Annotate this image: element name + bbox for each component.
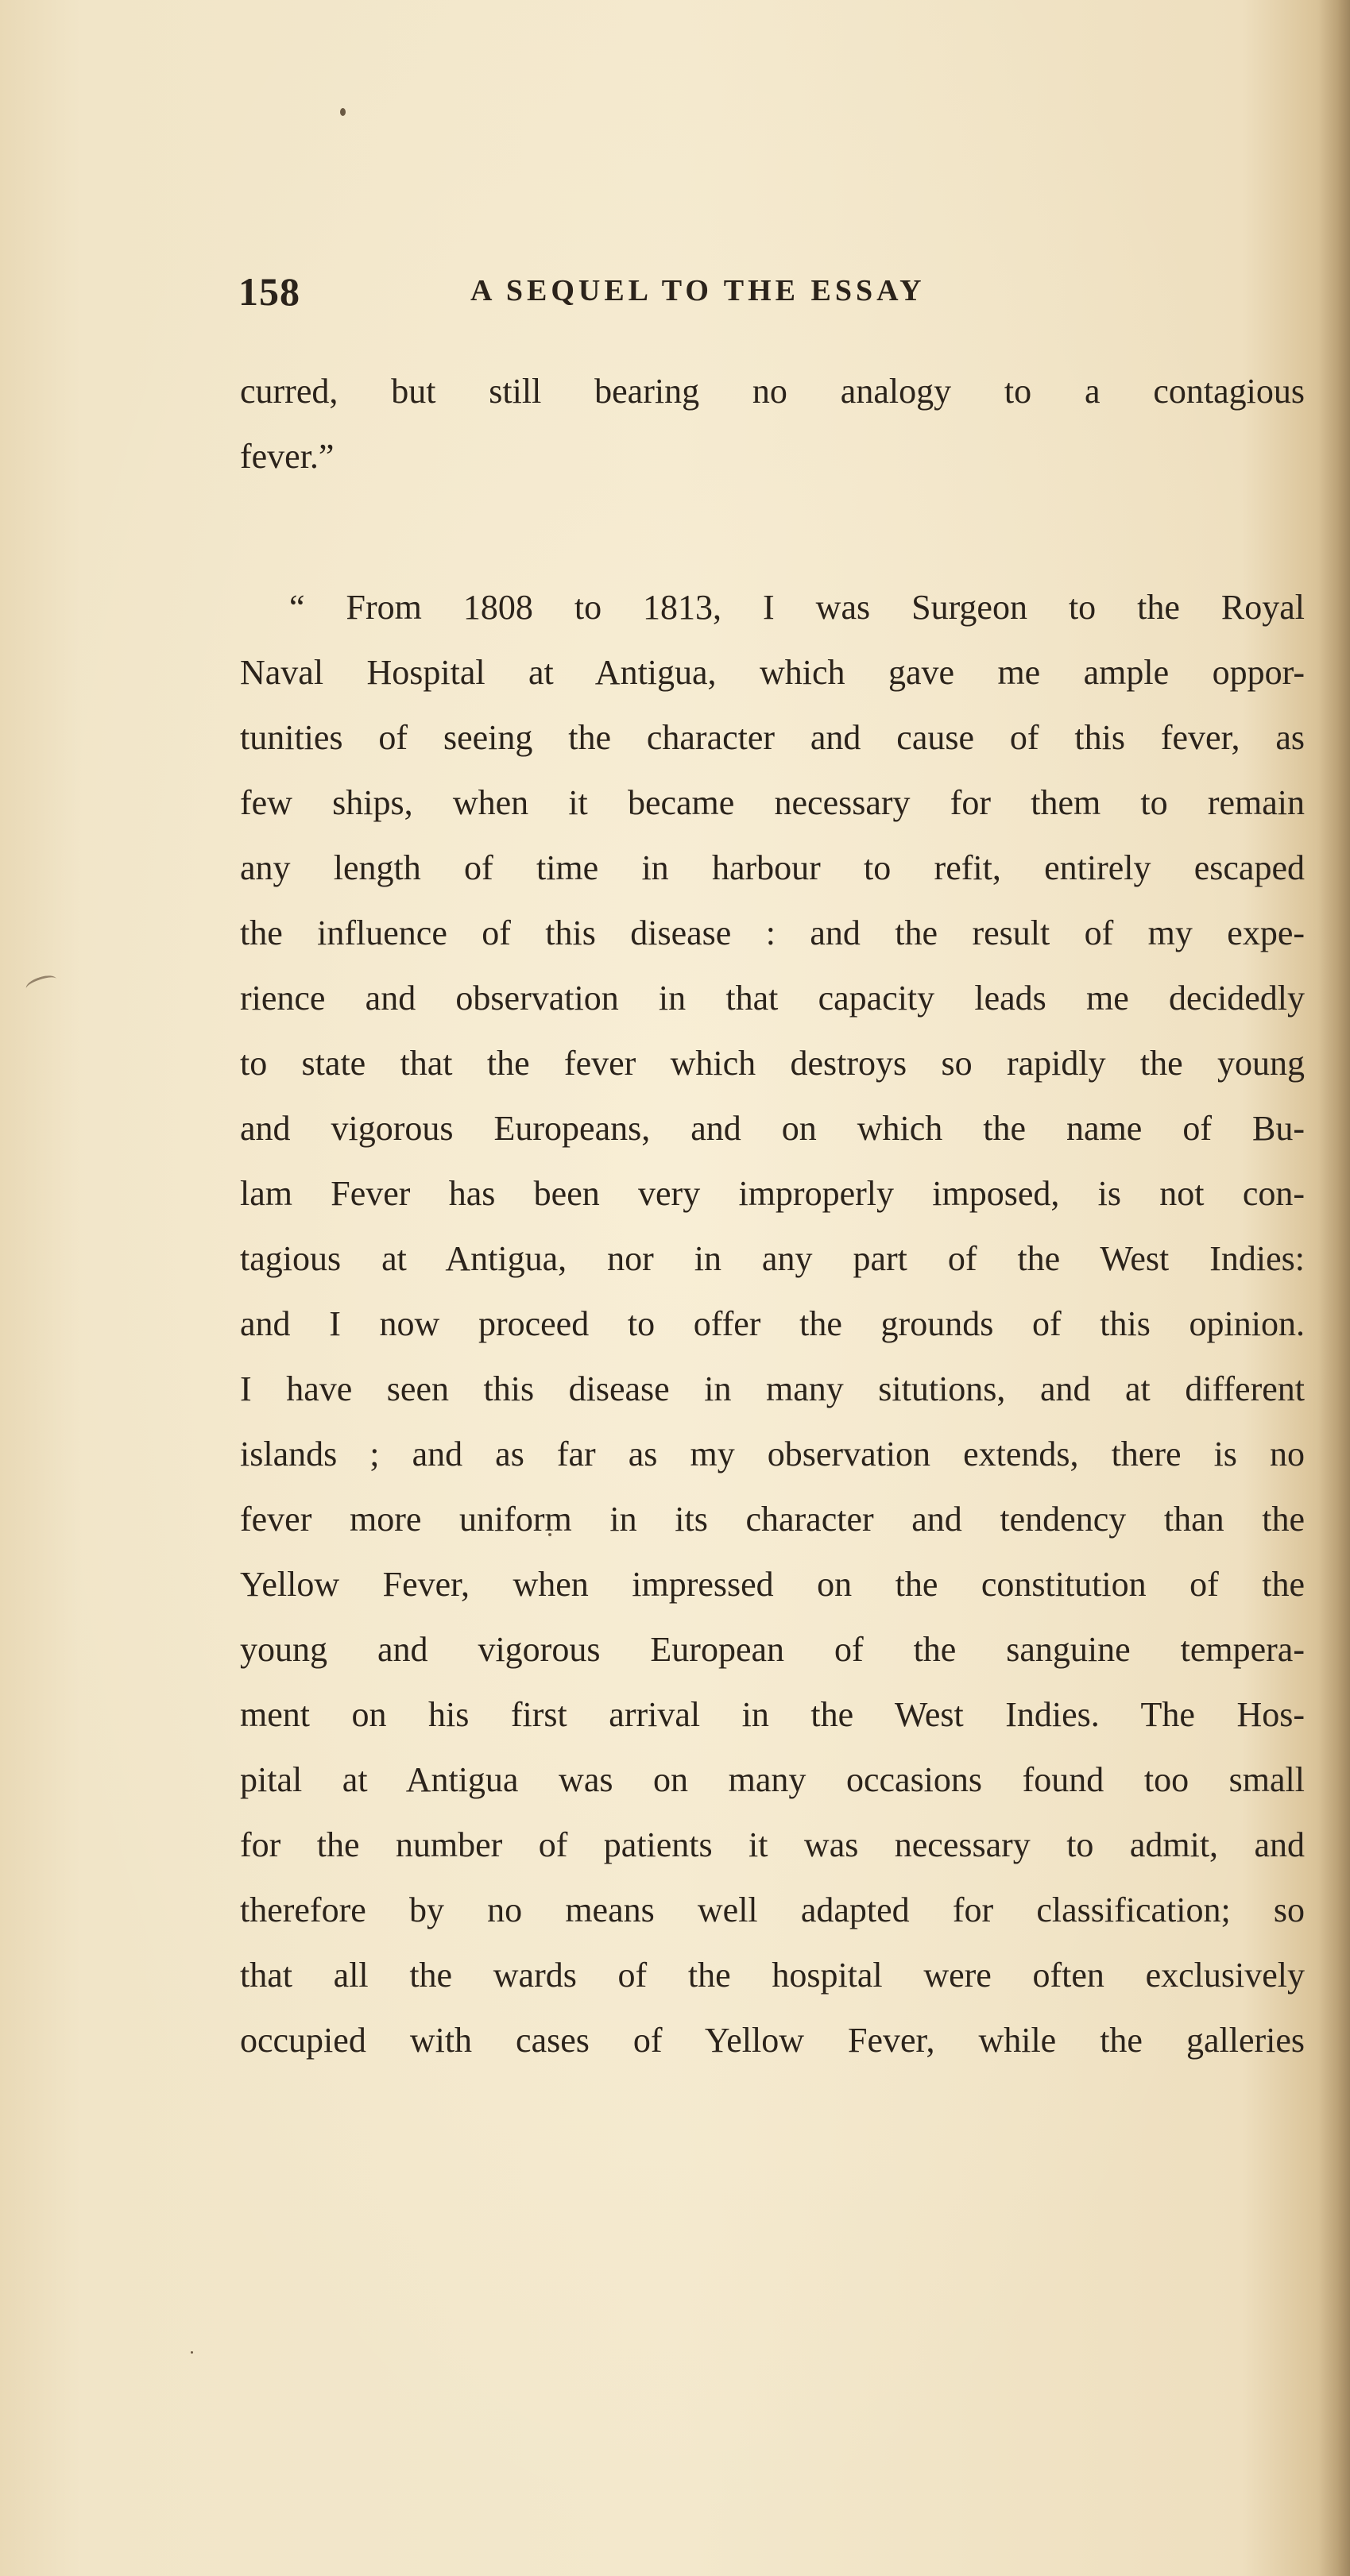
text-line: occupied with cases of Yellow Fever, while the galleries — [240, 2021, 1305, 2060]
page-number: 158 — [238, 269, 300, 314]
text-line: that all the wards of the hospital were often exclusively — [240, 1956, 1305, 1995]
running-head — [238, 268, 1350, 316]
text-line: to state that the fever which destroys so rapidly the young — [240, 1044, 1305, 1083]
text-line: Naval Hospital at Antigua, which gave me ample oppor- — [240, 653, 1305, 692]
page-edge-shadow — [1318, 0, 1350, 2576]
text-line: tagious at Antigua, nor in any part of the West Indies: — [240, 1239, 1305, 1278]
margin-pencil-mark — [24, 972, 58, 995]
text-line: young and vigorous European of the sanguine tempera- — [240, 1630, 1305, 1669]
text-line: any length of time in harbour to refit, entirely escaped — [240, 848, 1305, 887]
text-line: the influence of this disease : and the result of my expe- — [240, 913, 1305, 952]
text-line: ment on his first arrival in the West Indies. The Hos- — [240, 1695, 1305, 1734]
text-line: fever.” — [240, 437, 335, 476]
ink-speck — [191, 2351, 193, 2354]
text-line: and I now proceed to offer the grounds of this opinion. — [240, 1304, 1305, 1343]
text-line: for the number of patients it was necessary to admit, and — [240, 1825, 1305, 1864]
text-line: “ From 1808 to 1813, I was Surgeon to the Royal — [289, 588, 1305, 627]
text-line: few ships, when it became necessary for them to remain — [240, 783, 1305, 822]
body-text — [240, 359, 1305, 2073]
text-line: pital at Antigua was on many occasions found too small — [240, 1760, 1305, 1799]
text-line: rience and observation in that capacity leads me decidedly — [240, 979, 1305, 1018]
text-line: fever more uniform in its character and tendency than the — [240, 1500, 1305, 1539]
paragraph-gap — [240, 489, 1305, 575]
ink-speck — [340, 108, 346, 116]
text-line: and vigorous Europeans, and on which the name of Bu- — [240, 1109, 1305, 1148]
text-line: lam Fever has been very improperly imposed, is not con- — [240, 1174, 1305, 1213]
running-title: A SEQUEL TO THE ESSAY — [470, 274, 926, 307]
text-line: Yellow Fever, when impressed on the constitution of the — [240, 1565, 1305, 1604]
text-line: tunities of seeing the character and cause of this fever, as — [240, 718, 1305, 757]
text-line: islands ; and as far as my observation extends, there is no — [240, 1435, 1305, 1473]
text-line: therefore by no means well adapted for classification; so — [240, 1890, 1305, 1929]
text-line: curred, but still bearing no analogy to a contagious — [240, 372, 1305, 411]
text-line: I have seen this disease in many situtions, and at different — [240, 1369, 1305, 1408]
